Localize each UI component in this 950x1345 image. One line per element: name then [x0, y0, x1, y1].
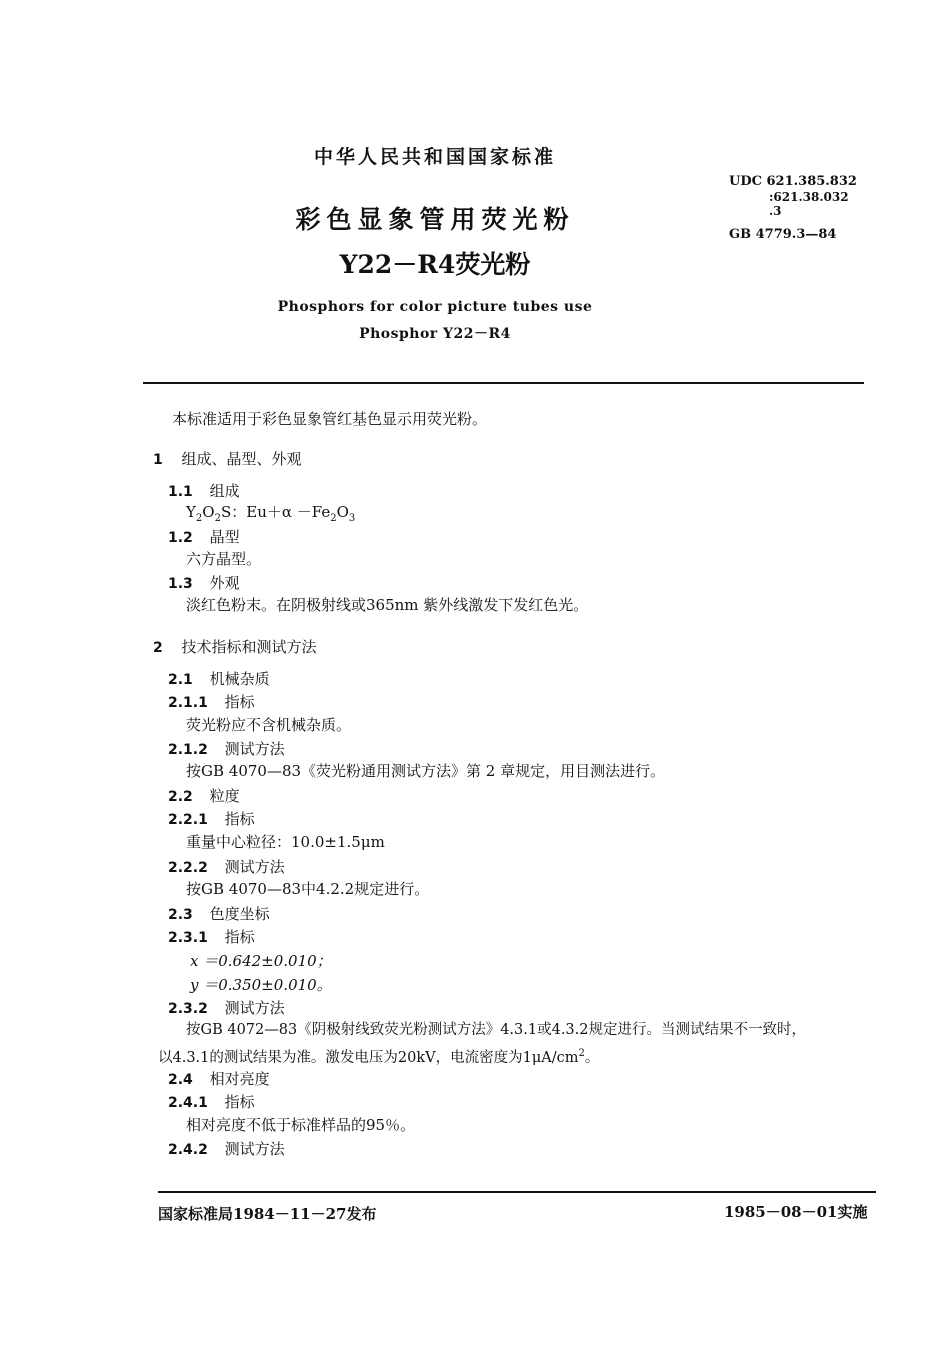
section-1-2-heading [168, 527, 240, 548]
section-title: 测试方法 [224, 1140, 285, 1158]
udc-code-line3: .3 [769, 204, 782, 218]
section-number: 2.2 [168, 789, 193, 805]
section-2-4-heading [168, 1069, 270, 1090]
document-title-cn: 彩色显象管用荧光粉 [295, 205, 575, 234]
section-title: 机械杂质 [209, 670, 270, 688]
section-number: 2.3.2 [168, 1001, 208, 1017]
chromaticity-y-spec: y ＝0.350±0.010。 [190, 976, 332, 994]
section-number: 1.3 [168, 576, 193, 592]
section-number: 1.2 [168, 530, 193, 546]
section-number: 2.1.2 [168, 742, 208, 758]
section-number: 2.4 [168, 1072, 193, 1088]
section-title: 组成、晶型、外观 [181, 450, 302, 468]
section-title: 粒度 [209, 787, 240, 805]
section-2-3-2-heading [168, 998, 285, 1019]
section-title: 指标 [224, 928, 255, 946]
section-title: 测试方法 [224, 858, 285, 876]
section-2-heading [153, 637, 317, 658]
document-title-en-line2: Phosphor Y22－R4 [359, 326, 511, 342]
section-2-2-1-heading [168, 809, 255, 830]
effective-date: 1985－08－01实施 [724, 1203, 868, 1221]
section-title: 相对亮度 [209, 1070, 270, 1088]
appearance-text: 淡红色粉末。在阴极射线或365nm 紫外线激发下发红色光。 [186, 596, 589, 614]
particle-size-test-text: 按GB 4070—83中4.2.2规定进行。 [186, 880, 430, 898]
section-title: 组成 [209, 482, 240, 500]
section-2-2-heading [168, 786, 240, 807]
section-2-2-2-heading [168, 857, 285, 878]
section-1-3-heading [168, 573, 240, 594]
section-1-1-heading [168, 481, 240, 502]
section-2-1-2-heading [168, 739, 285, 760]
section-number: 2.2.2 [168, 860, 208, 876]
national-standard-title: 中华人民共和国国家标准 [313, 146, 556, 168]
section-title: 色度坐标 [209, 905, 270, 923]
section-2-3-1-heading [168, 927, 255, 948]
issue-date: 国家标准局1984－11－27发布 [158, 1205, 377, 1223]
section-2-4-2-heading [168, 1139, 285, 1160]
section-number: 2.4.1 [168, 1095, 208, 1111]
brightness-spec-text: 相对亮度不低于标准样品的95％。 [186, 1116, 416, 1134]
section-title: 指标 [224, 810, 255, 828]
section-number: 1 [153, 452, 163, 468]
document-title-code: Y22－R4荧光粉 [339, 250, 531, 279]
section-2-1-1-heading [168, 692, 255, 713]
section-number: 2.4.2 [168, 1142, 208, 1158]
section-2-3-heading [168, 904, 270, 925]
section-number: 2 [153, 640, 163, 656]
impurity-test-text: 按GB 4070—83《荧光粉通用测试方法》第 2 章规定，用目测法进行。 [186, 762, 666, 780]
section-2-1-heading [168, 669, 270, 690]
section-title: 外观 [209, 574, 240, 592]
header-divider [143, 382, 864, 384]
section-number: 2.2.1 [168, 812, 208, 828]
particle-size-spec: 重量中心粒径：10.0±1.5μm [186, 833, 385, 851]
section-title: 指标 [224, 693, 255, 711]
section-number: 2.3.1 [168, 930, 208, 946]
intro-paragraph: 本标准适用于彩色显象管红基色显示用荧光粉。 [172, 410, 488, 428]
section-number: 2.3 [168, 907, 193, 923]
footer-divider [158, 1191, 876, 1193]
section-title: 技术指标和测试方法 [181, 638, 317, 656]
section-number: 2.1 [168, 672, 193, 688]
chromaticity-x-spec: x ＝0.642±0.010； [190, 952, 332, 970]
gb-standard-code: GB 4779.3—84 [729, 227, 837, 242]
chromaticity-test-text-line1: 按GB 4072—83《阴极射线致荧光粉测试方法》4.3.1或4.3.2规定进行。当测试结果不一致时， [186, 1022, 806, 1038]
section-number: 2.1.1 [168, 695, 208, 711]
section-title: 指标 [224, 1093, 255, 1111]
section-2-4-1-heading [168, 1092, 255, 1113]
section-1-heading [153, 449, 302, 470]
section-title: 测试方法 [224, 740, 285, 758]
section-number: 1.1 [168, 484, 193, 500]
section-title: 晶型 [209, 528, 240, 546]
udc-code-line1: UDC 621.385.832 [729, 174, 857, 189]
crystal-type-text: 六方晶型。 [186, 550, 262, 568]
chemical-formula: $Y_2O_2S$：$Eu+\alpha -Fe_2O_3$ [186, 503, 356, 524]
impurity-spec-text: 荧光粉应不含机械杂质。 [186, 716, 352, 734]
section-title: 测试方法 [224, 999, 285, 1017]
udc-code-line2: :621.38.032 [769, 190, 849, 204]
document-title-en-line1: Phosphors for color picture tubes use [277, 299, 593, 315]
chromaticity-test-text-line2: 以4.3.1的测试结果为准。激发电压为20kV，电流密度为$1\mu A/cm^2$。 [158, 1048, 600, 1066]
